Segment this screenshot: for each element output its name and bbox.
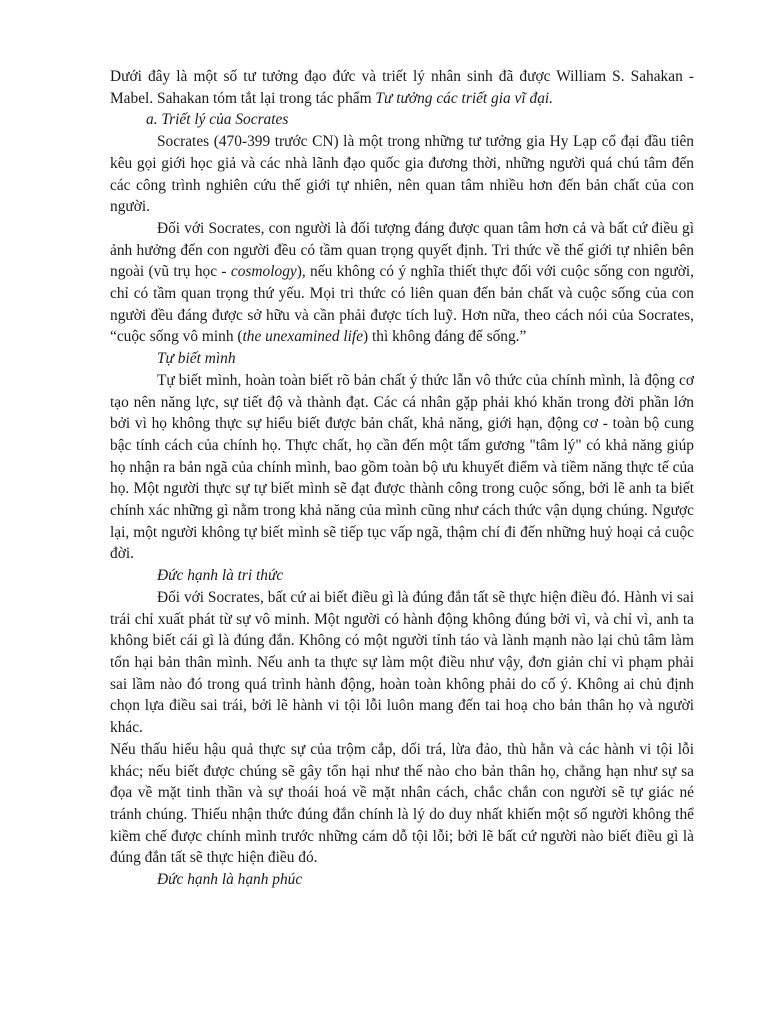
paragraph-text: ) thì không đáng để sống.” [363,328,527,346]
document-page [110,66,694,891]
paragraph-socrates-human [110,218,694,348]
intro-text: Dưới đây là một số tư tưởng đạo đức và triết lý nhân sinh đã được William S. Sahakan - Mabel. Sahakan tóm tắt lại trong tác phẩm [110,68,694,107]
section-heading-socrates: a. Triết lý của Socrates [146,111,289,129]
section-heading-virtue-happiness: Đức hạnh là hạnh phúc [157,871,303,889]
term-unexamined-life: the unexamined life [242,328,364,346]
section-heading-virtue-knowledge: Đức hạnh là tri thức [157,567,284,585]
paragraph-text: ), nếu không có ý nghĩa thiết thực đối với cuộc sống con người, chỉ có tầm quan trọng thứ yếu. Mọi tri thức có liên quan đến bản chất và cuộc sống của con người đều đáng được sở hữu và cần phải được tích luỹ. Hơn nữa, theo cách nói của Socrates, “cuộc sống vô minh ( [110,263,694,346]
paragraph-virtue-knowledge: Đối với Socrates, bất cứ ai biết điều gì là đúng đắn tất sẽ thực hiện điều đó. Hành vi sai trái chỉ xuất phát từ sự vô minh. Một người có hành động không đúng bởi vì, và chỉ vì, anh ta không biết cái gì là đúng đắn. Không có một người tỉnh táo và lành mạnh nào lại chủ tâm làm tổn hại bản thân mình. Nếu anh ta thực sự làm một điều như vậy, đơn giản chỉ vì phạm phải sai lầm nào đó trong quá trình hành động, hoàn toàn không phải do cố ý. Không ai chủ định chọn lựa điều sai trái, bởi lẽ hành vi tội lỗi luôn mang đến tai hoạ cho bản thân họ và người khác. [110,588,694,737]
book-title: Tư tưởng các triết gia vĩ đại. [375,89,554,107]
section-heading-self-knowledge: Tự biết mình [157,350,236,368]
paragraph-socrates-intro: Socrates (470-399 trước CN) là một trong những tư tưởng gia Hy Lạp cổ đại đầu tiên kêu gọi giới học giả và các nhà lãnh đạo quốc gia đương thời, những người quá chú tâm đến các công trình nghiên cứu thế giới tự nhiên, nên quan tâm nhiều hơn đến bản chất của con người. [110,133,694,216]
paragraph-text: Đối với Socrates, con người là đối tượng đáng được quan tâm hơn cả và bất cứ điều gì ảnh hưởng đến con người đều có tầm quan trọng quyết định. Tri thức về thế giới tự nhiên bên ngoài (vũ trụ học - [110,219,694,281]
paragraph-self-knowledge: Tự biết mình, hoàn toàn biết rõ bản chất ý thức lẫn vô thức của chính mình, là động cơ tạo nên năng lực, sự tiết độ và thành đạt. Các cá nhân gặp phải khó khăn trong đời phần lớn bởi vì họ không thực sự hiểu biết được bản chất, khả năng, giới hạn, động cơ - toàn bộ cung bậc tính cách của chính họ. Thực chất, họ cần đến một tấm gương "tâm lý" có khả năng giúp họ nhận ra bản ngã của chính mình, bao gồm toàn bộ ưu khuyết điểm và tiềm năng thực tế của họ. Một người thực sự tự biết mình sẽ đạt được thành công trong cuộc sống, bởi lẽ anh ta biết chính xác những gì nằm trong khả năng của mình cũng như cách thức vận dụng chúng. Ngược lại, một người không tự biết mình sẽ tiếp tục vấp ngã, thậm chí đi đến những huỷ hoại cả cuộc đời. [110,371,694,563]
paragraph-consequences: Nếu thấu hiểu hậu quả thực sự của trộm cắp, dối trá, lừa đảo, thù hằn và các hành vi tội lỗi khác; nếu biết được chúng sẽ gây tổn hại như thế nào cho bản thân họ, chẳng hạn như sự sa đọa về mặt tinh thần và sự thoái hoá về mặt nhân cách, chắc chắn con người sẽ tự giác né tránh chúng. Thiếu nhận thức đúng đắn chính là lý do duy nhất khiến một số người không thể kiềm chế được chính mình trước những cám dỗ tội lỗi; bởi lẽ bất cứ người nào biết điều gì là đúng đắn tất sẽ thực hiện điều đó. [110,740,694,867]
term-cosmology: cosmology [230,263,297,281]
intro-paragraph [110,66,694,109]
